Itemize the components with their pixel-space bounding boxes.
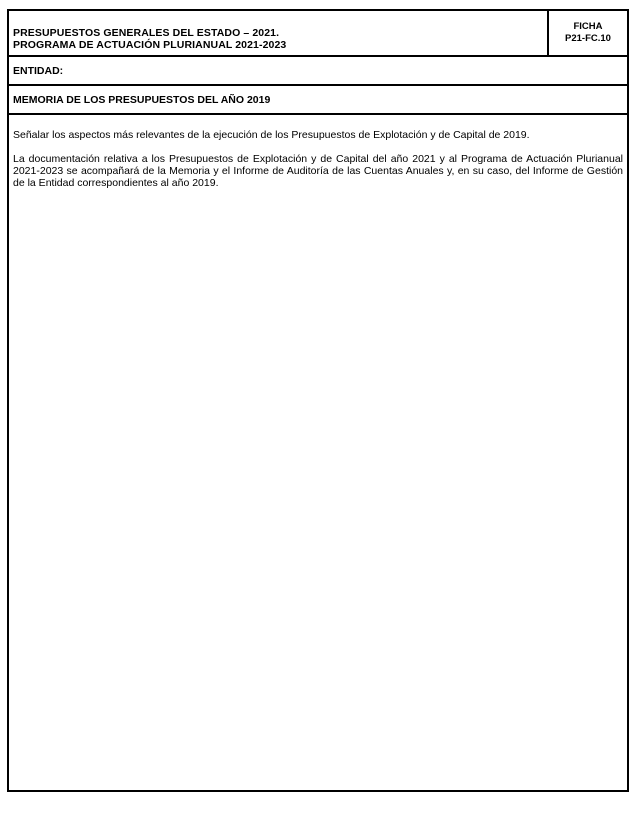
form-title (9, 11, 547, 55)
form-sheet (7, 9, 629, 792)
body-content (9, 115, 627, 189)
ficha-label: FICHA (573, 21, 603, 32)
entidad-row (9, 57, 627, 86)
title-line-2: PROGRAMA DE ACTUACIÓN PLURIANUAL 2021-2023 (13, 39, 287, 51)
ficha-box (547, 11, 627, 55)
entidad-label: ENTIDAD: (13, 64, 64, 77)
ficha-code: P21-FC.10 (565, 33, 611, 44)
body-paragraph-1: Señalar los aspectos más relevantes de la ejecución de los Presupuestos de Explotación y de Capital de 2019. (13, 129, 530, 141)
title-line-1: PRESUPUESTOS GENERALES DEL ESTADO – 2021. (13, 27, 280, 39)
body-paragraph-2: La documentación relativa a los Presupuestos de Explotación y de Capital del año 2021 y al Programa de Actuación Plurianual 2021-2023 se acompañará de la Memoria y el Informe de Auditoría de las Cuentas Anuales y, en su caso, del Informe de Gestión de la Entidad correspondientes al año 2019. (13, 153, 623, 189)
section-title: MEMORIA DE LOS PRESUPUESTOS DEL AÑO 2019 (13, 93, 271, 106)
section-title-row (9, 86, 627, 115)
form-header (9, 11, 627, 57)
